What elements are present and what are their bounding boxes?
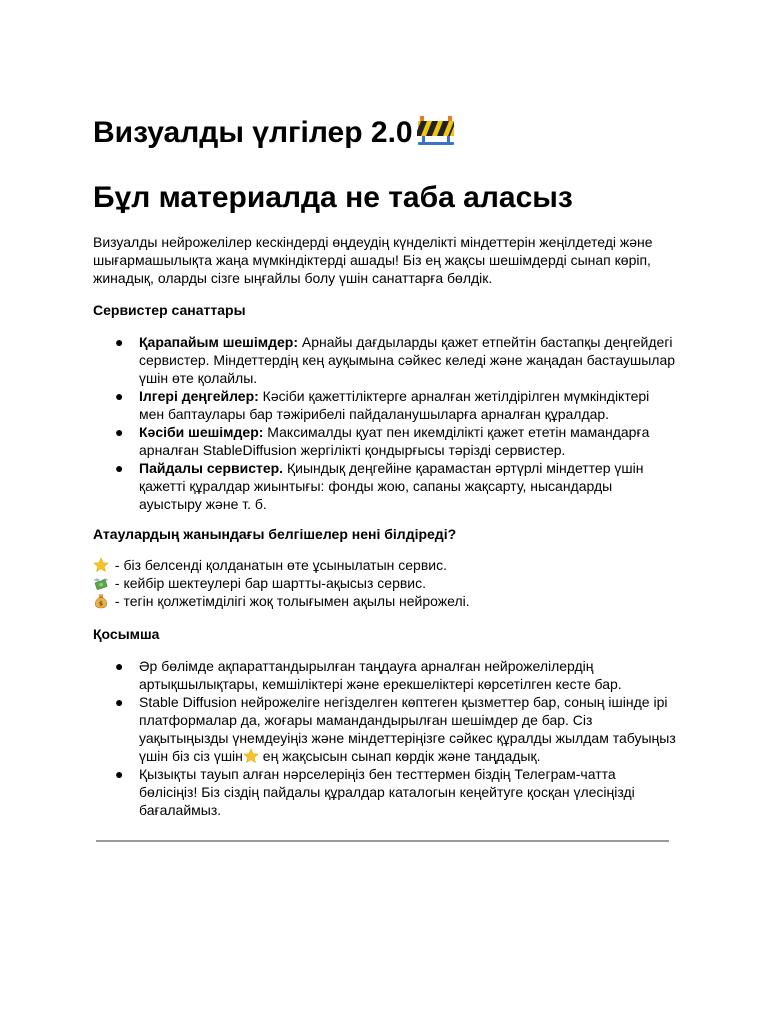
appendix-text-after: ең жақсысын сынап көрдік және таңдадық.	[258, 748, 541, 764]
category-term: Пайдалы сервистер.	[139, 460, 284, 476]
construction-barrier-icon	[417, 114, 455, 157]
category-text: Кәсіби қажеттіліктерге арналған жетілдірілген мүмкіндіктері мен баптаулары бар тәжірибелі пайдаланушыларға арналған құралдар.	[139, 388, 650, 422]
document-title-text: Визуалды үлгілер 2.0	[93, 116, 413, 149]
icon-legend	[93, 556, 677, 610]
page-divider	[96, 840, 669, 842]
category-text: Қиындық деңгейіне қарамастан әртүрлі міндеттер үшін қажетті құралдар жиынтығы: фонды жою, сапаны жақсарту, нысандарды ауыстыру және т. б.	[139, 460, 644, 512]
list-item	[93, 387, 677, 423]
money-bag-icon	[93, 593, 109, 609]
legend-text: - тегін қолжетімділігі жоқ толығымен ақылы нейрожелі.	[111, 593, 470, 609]
bullet: ●	[115, 334, 124, 350]
list-item	[93, 657, 677, 693]
svg-text:$: $	[98, 600, 104, 608]
bullet: ●	[115, 766, 124, 782]
appendix-list	[93, 657, 677, 819]
section-heading: Бұл материалда не таба аласыз	[93, 181, 573, 214]
category-term: Қарапайым шешімдер:	[139, 334, 298, 350]
list-item	[93, 423, 677, 459]
document-title	[93, 113, 455, 157]
legend-heading: Атаулардың жанындағы белгішелер нені білдіреді?	[93, 526, 457, 542]
list-item	[93, 459, 677, 513]
list-item	[93, 765, 677, 819]
legend-row-money-wings	[93, 574, 677, 592]
bullet: ●	[115, 424, 124, 440]
appendix-text: Қызықты тауып алған нәрселеріңіз бен тесттермен біздің Телеграм-чатта бөлісіңіз! Біз сіздің пайдалы құралдар каталогын кеңейтуге қосқан үлесіңізді бағалаймыз.	[139, 766, 635, 818]
category-text: Арнайы дағдыларды қажет етпейтін бастапқы деңгейдегі сервистер. Міндеттердің кең ауқымына сәйкес келеді және жаңадан бастаушылар үшін өте қолайлы.	[139, 334, 676, 386]
category-text: Максималды қуат пен икемділікті қажет ететін мамандарға арналған StableDiffusion жергілікті қондырғысы тәрізді сервистер.	[139, 424, 650, 458]
bullet: ●	[115, 658, 124, 674]
star-icon	[93, 557, 109, 573]
category-term: Ілгері деңгейлер:	[139, 388, 259, 404]
legend-text: - біз белсенді қолданатын өте ұсынылатын сервис.	[111, 557, 447, 573]
list-item	[93, 693, 677, 765]
appendix-heading: Қосымша	[93, 626, 160, 642]
money-with-wings-icon	[93, 575, 109, 591]
categories-list	[93, 333, 677, 513]
appendix-text-before: Stable Diffusion нейрожеліге негізделген көптеген қызметтер бар, соның ішінде ірі платформалар да, жоғары мамандандырылған шешімдер де бар. Сіз уақытыңызды үнемдеуіңіз және міндеттеріңізге сәйкес құралды жылдам табуыңыз үшін біз сіз үшін	[139, 694, 676, 764]
category-term: Кәсіби шешімдер:	[139, 424, 264, 440]
legend-row-money-bag	[93, 592, 677, 610]
bullet: ●	[115, 694, 124, 710]
list-item	[93, 333, 677, 387]
legend-text: - кейбір шектеулері бар шартты-ақысыз сервис.	[111, 575, 427, 591]
bullet: ●	[115, 460, 124, 476]
intro-paragraph: Визуалды нейрожелілер кескіндерді өңдеудің күнделікті міндеттерін жеңілдетеді және шығармашылықта жаңа мүмкіндіктерді ашады! Біз ең жақсы шешімдерді сынап көріп, жинадық, оларды сізге ыңғайлы болу үшін санаттарға бөлдік.	[93, 234, 653, 286]
star-icon	[243, 748, 259, 764]
legend-row-star	[93, 556, 677, 574]
appendix-text: Әр бөлімде ақпараттандырылған таңдауға арналған нейрожелілердің артықшылықтары, кемшіліктері және ерекшеліктері көрсетілген кесте бар.	[139, 658, 622, 692]
categories-heading: Сервистер санаттары	[93, 302, 246, 318]
bullet: ●	[115, 388, 124, 404]
